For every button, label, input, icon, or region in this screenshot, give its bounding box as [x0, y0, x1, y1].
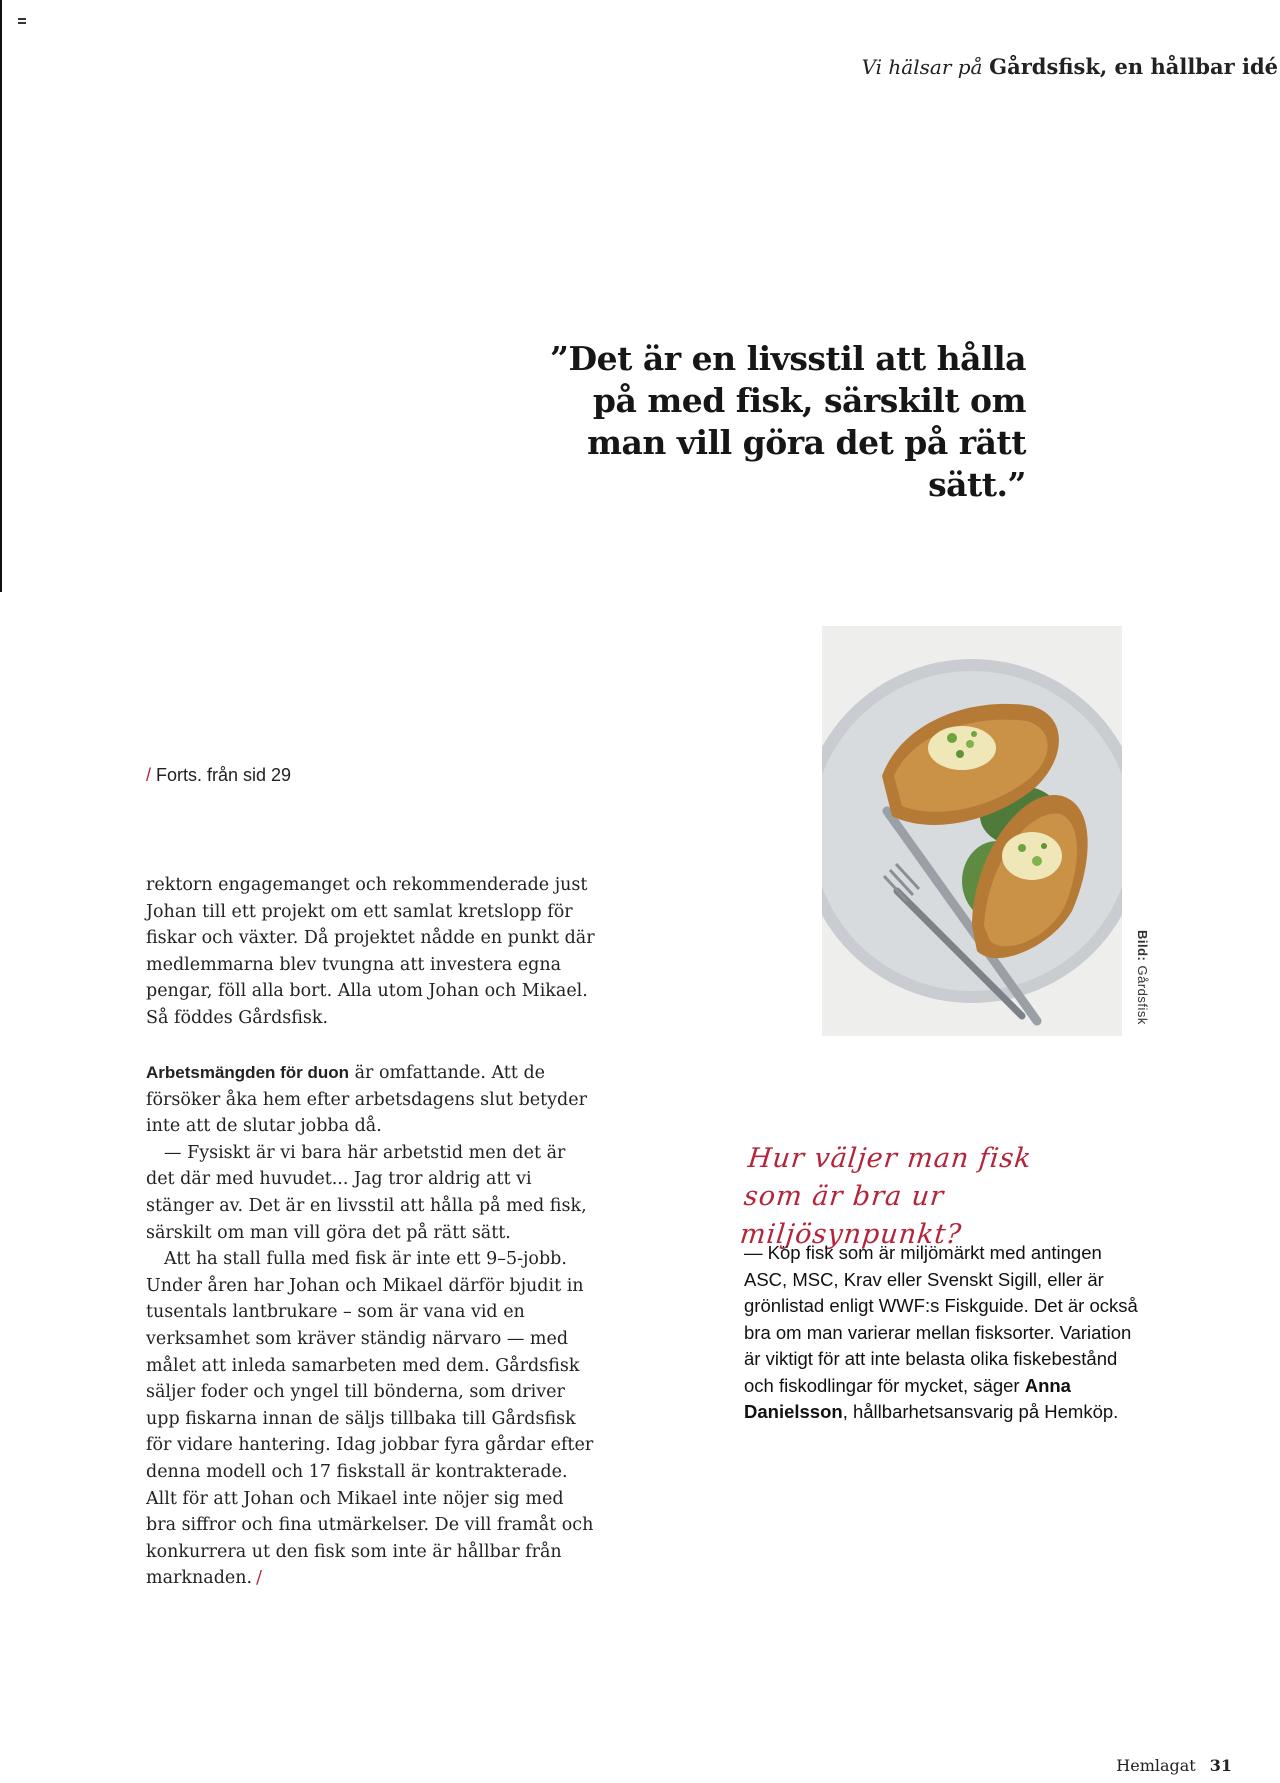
paragraph-text: rektorn engagemanget och rekommenderade just Johan till ett projekt om ett samlat kretslopp för fiskar och växter. Då projektet nådde en punkt där medlemmarna blev tvungna att investera egna pengar, föll alla bort. Alla utom Johan och Mikael. Så föddes Gårdsfisk. — [146, 875, 595, 1028]
page-footer — [1116, 1756, 1232, 1775]
left-edge-rule — [0, 0, 2, 592]
menu-icon[interactable] — [18, 18, 26, 26]
header-title: Gårdsfisk, en hållbar idé — [989, 54, 1278, 79]
slash-mark: / — [146, 765, 152, 785]
paragraph-2-text: är omfattande. Att de försöker åka hem efter arbetsdagens slut betyder inte att de slutar jobba då. — [146, 1063, 587, 1137]
answer-person: Anna Danielsson — [744, 1374, 1071, 1422]
sidebar-answer — [744, 1240, 1144, 1426]
article-body — [146, 1060, 596, 1592]
paragraph-4-text: Att ha stall fulla med fisk är inte ett 9–5-jobb. Under åren har Johan och Mikael därför bjudit in tusentals lantbrukare – som är vana vid en verksamhet som kräver ständig närvaro — med målet att inleda samarbeten med dem. Gårdsfisk säljer foder och yngel till bönderna, som driver upp fiskarna innan de säljs tillbaka till Gårdsfisk för vidare hantering. Idag jobbar fyra gårdar efter denna modell och 17 fiskstall är kontrakterade. Allt för att Johan och Mikael inte nöjer sig med bra siffror och fina utmärkelser. De vill framåt och konkurrera ut den fisk som inte är hållbar från marknaden. — [146, 1249, 594, 1589]
paragraph-3: — Fysiskt är vi bara här arbetstid men det är det där med huvudet... Jag tror aldrig att vi stänger av. Det är en livsstil att hålla på med fisk, särskilt om man vill göra det på rätt sätt. — [146, 1142, 587, 1243]
page-number: 31 — [1209, 1756, 1232, 1775]
pull-quote: ”Det är en livsstil att hålla på med fisk, särskilt om man vill göra det på rätt sätt.” — [550, 339, 1026, 504]
sidebar-question: Hur väljer man fisk som är bra ur miljösynpunkt? — [738, 1143, 1034, 1250]
continuation-note — [146, 765, 291, 786]
credit-label: Bild: — [1135, 930, 1150, 962]
paragraph-lead-in: Arbetsmängden för duon — [146, 1063, 350, 1082]
photo-credit — [1135, 930, 1150, 1025]
article-paragraph-1 — [146, 872, 596, 1032]
answer-text-a: — Köp fisk som är miljömärkt med antingen ASC, MSC, Krav eller Svenskt Sigill, eller är grönlistad enligt WWF:s Fiskguide. Det är också bra om man varierar mellan fisksorter. Variation är viktigt för att inte belasta olika fiskebestånd och fiskodlingar för mycket, säger — [744, 1242, 1138, 1396]
answer-text-b: , hållbarhetsansvarig på Hemköp. — [842, 1401, 1119, 1422]
fish-dish-photo — [822, 626, 1122, 1036]
header-lead: Vi hälsar på — [861, 55, 983, 79]
paragraph-4 — [146, 1246, 596, 1592]
page-header — [862, 54, 1280, 79]
magazine-name: Hemlagat — [1116, 1756, 1196, 1775]
continuation-text: Forts. från sid 29 — [156, 765, 292, 785]
credit-name: Gårdsfisk — [1135, 965, 1150, 1025]
end-mark: / — [256, 1568, 262, 1589]
paragraph-2 — [146, 1060, 596, 1140]
